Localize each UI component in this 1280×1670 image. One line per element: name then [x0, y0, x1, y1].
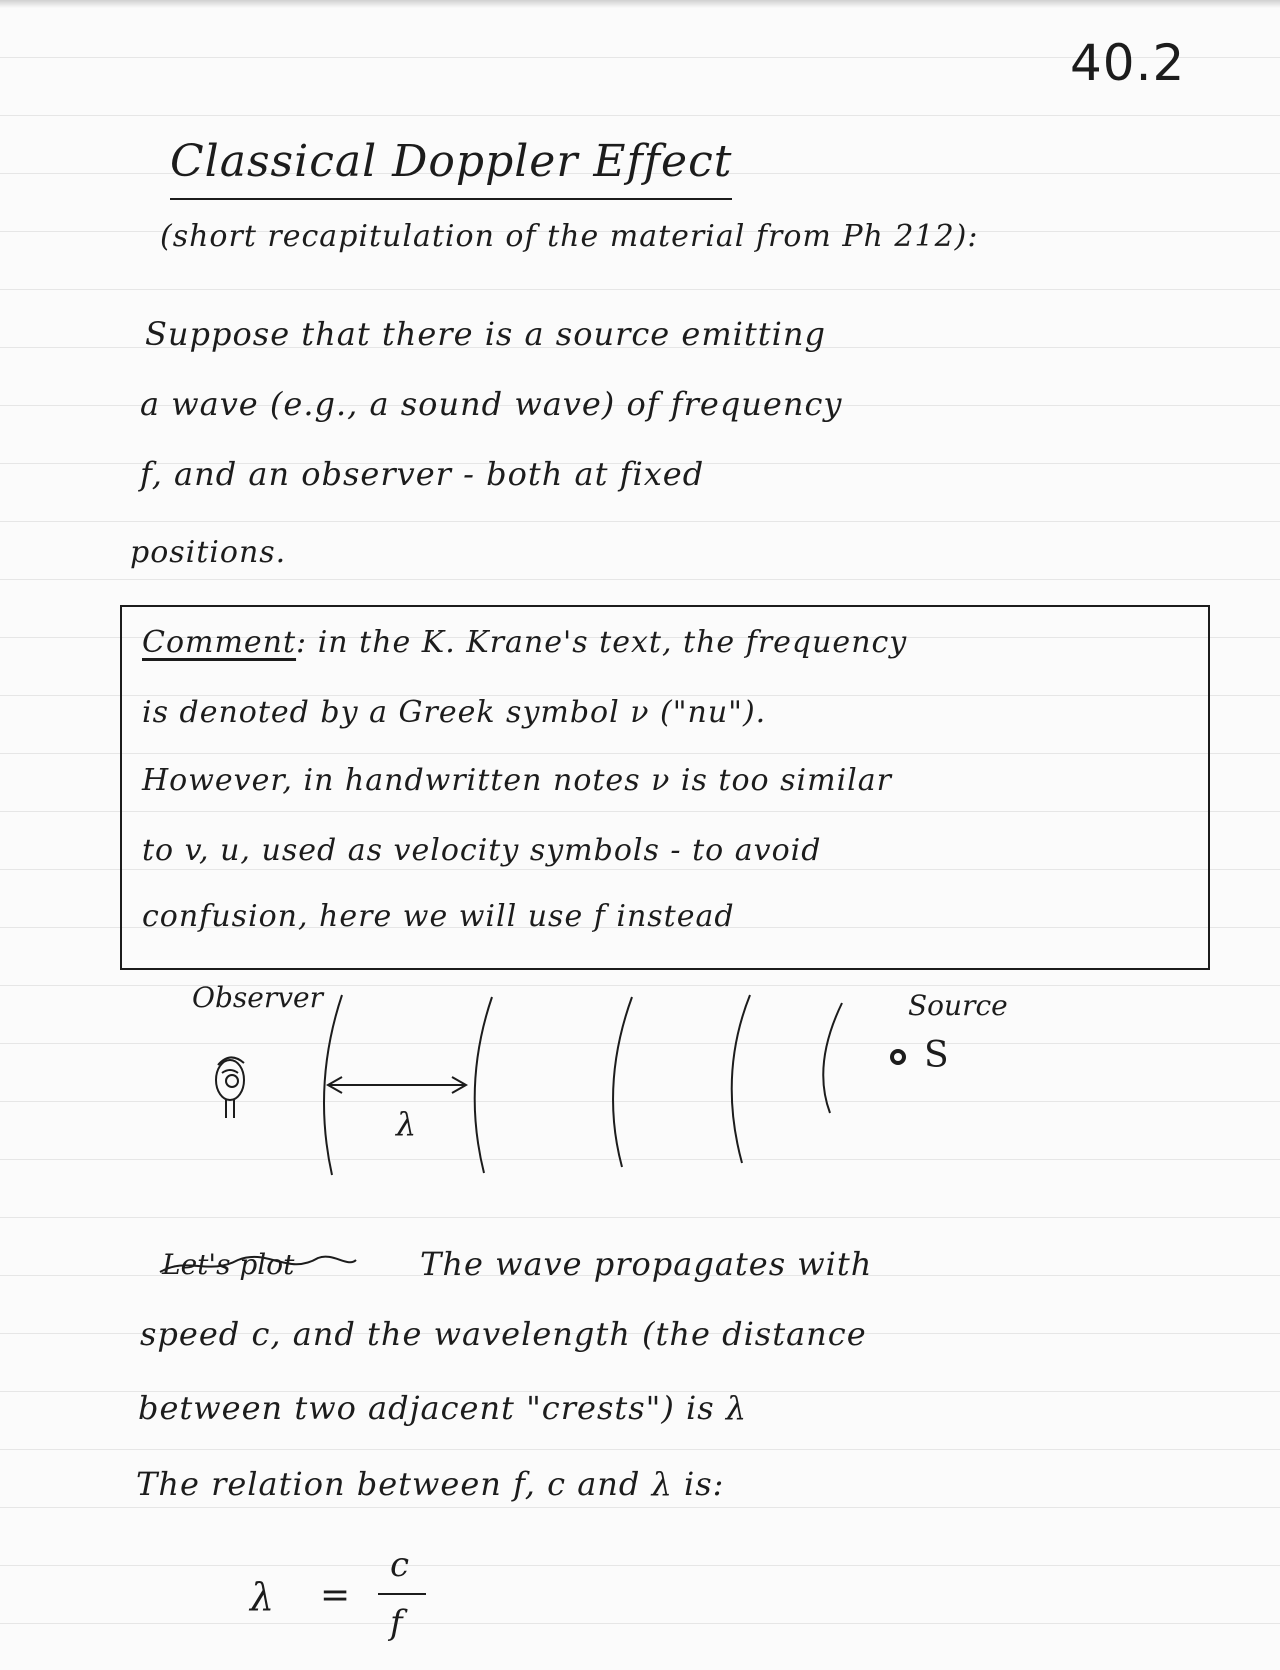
- source-label: Source: [908, 989, 1008, 1022]
- wavefront-5: [823, 1003, 842, 1113]
- wavefront-2: [475, 997, 492, 1173]
- comment-text-1: : in the K. Krane's text, the frequency: [296, 625, 908, 660]
- comment-line-3: However, in handwritten notes ν is too similar: [142, 763, 892, 798]
- scratched-words: Let's plot: [162, 1248, 295, 1281]
- scan-edge: [0, 0, 1280, 8]
- page-number: 40.2: [1070, 34, 1186, 92]
- page-subtitle: (short recapitulation of the material from Ph 212):: [160, 219, 979, 254]
- intro-line-4: positions.: [130, 535, 287, 570]
- observer-label: Observer: [192, 981, 323, 1014]
- body-line-4: The relation between f, c and λ is:: [136, 1465, 725, 1503]
- comment-line-4: to v, u, used as velocity symbols - to avoid: [142, 833, 822, 868]
- doppler-diagram: [170, 981, 1110, 1185]
- wavelength-label: λ: [396, 1105, 417, 1143]
- observer-face-icon: [216, 1057, 244, 1118]
- source-symbol: S: [924, 1035, 949, 1076]
- comment-line-1: [142, 625, 907, 660]
- intro-line-1: Suppose that there is a source emitting: [145, 315, 826, 353]
- wavelength-arrow: [328, 1077, 466, 1093]
- wavelength-equation: [240, 1545, 440, 1650]
- equation-denominator: f: [390, 1603, 403, 1643]
- comment-box: [120, 605, 1210, 970]
- comment-label: Comment: [142, 625, 297, 660]
- body-line-1: The wave propagates with: [420, 1245, 873, 1283]
- intro-line-3: f, and an observer - both at fixed: [140, 455, 705, 493]
- scratched-text: [162, 1248, 294, 1281]
- page-title: Classical Doppler Effect: [170, 140, 732, 200]
- wavefront-4: [732, 995, 750, 1163]
- fraction-bar: [378, 1593, 426, 1595]
- source-dot-icon: [890, 1049, 906, 1065]
- equation-lhs: λ: [250, 1575, 275, 1619]
- wavefront-3: [613, 997, 632, 1167]
- intro-line-2: a wave (e.g., a sound wave) of frequency: [140, 385, 843, 423]
- comment-line-5: confusion, here we will use f instead: [142, 899, 735, 934]
- scratch-marks: [158, 1250, 358, 1280]
- equation-numerator: c: [390, 1545, 410, 1585]
- equation-equals: =: [320, 1575, 351, 1616]
- comment-line-2: is denoted by a Greek symbol ν ("nu").: [142, 695, 767, 730]
- body-line-2: speed c, and the wavelength (the distance: [140, 1315, 867, 1353]
- body-line-3: between two adjacent "crests") is λ: [138, 1389, 748, 1427]
